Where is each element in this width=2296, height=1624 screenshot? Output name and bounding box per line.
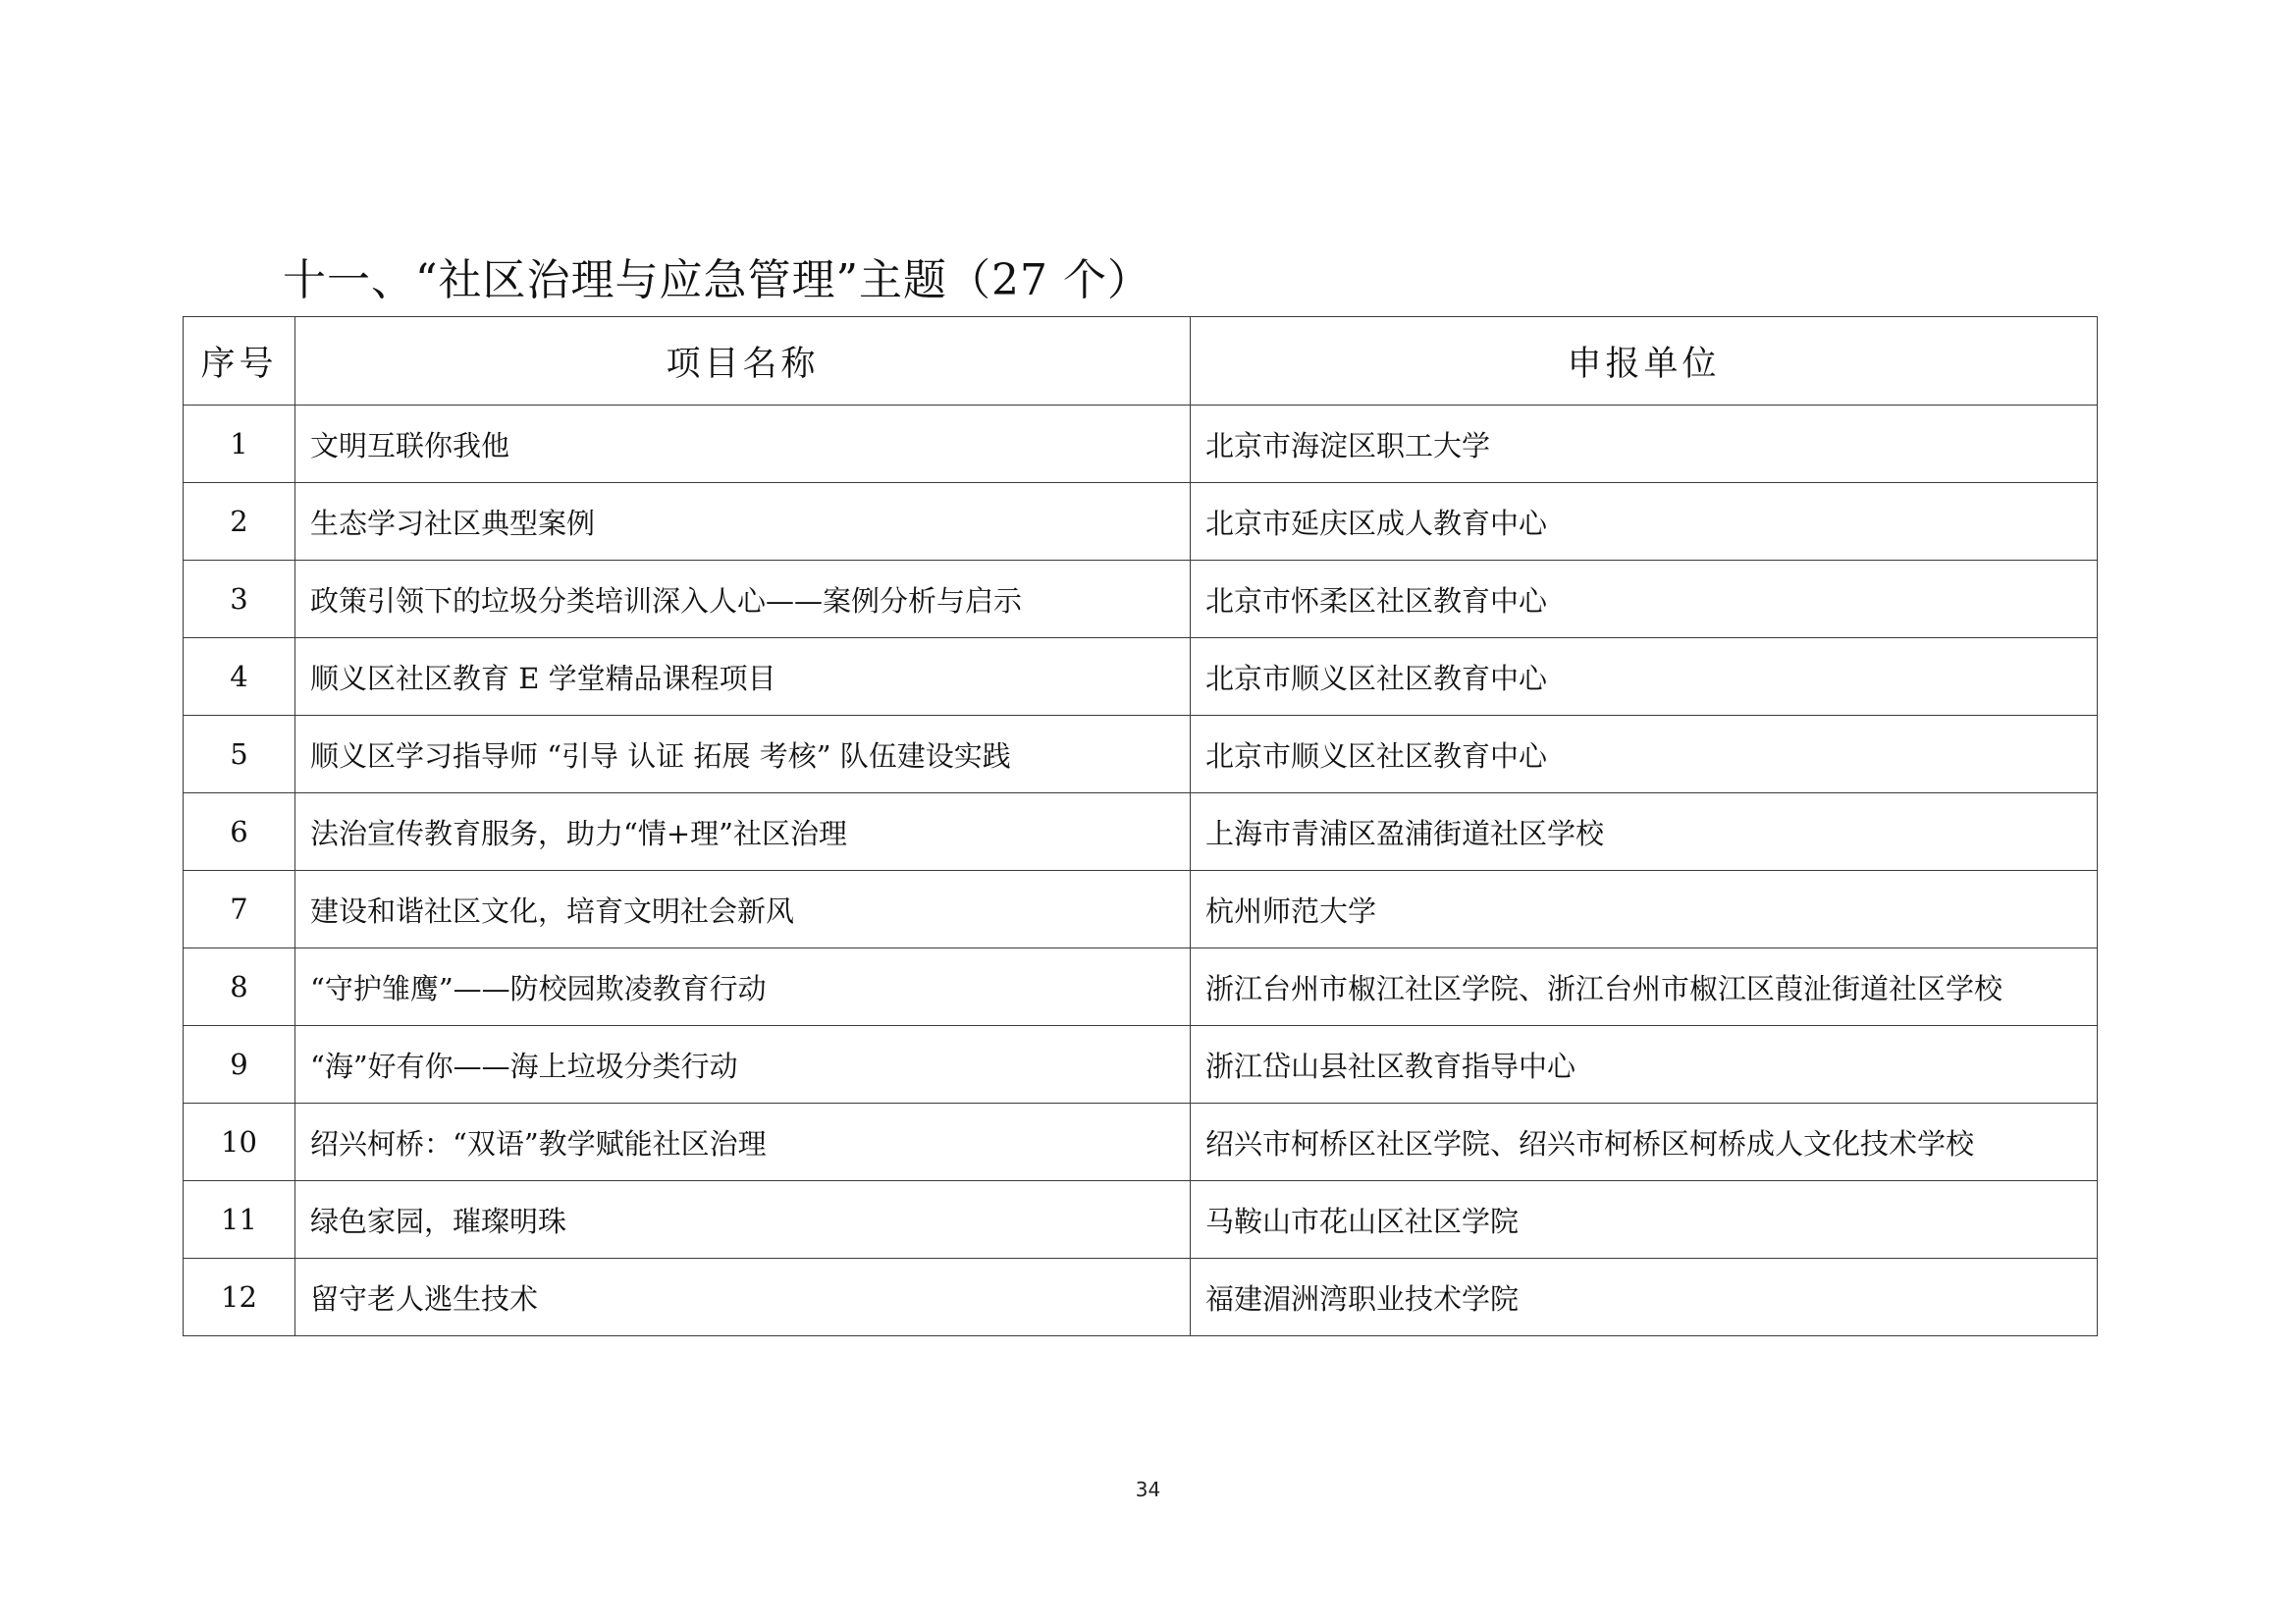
project-name: 绍兴柯桥：“双语”教学赋能社区治理 xyxy=(295,1104,1191,1181)
applicant-unit: 浙江岱山县社区教育指导中心 xyxy=(1191,1026,2098,1104)
row-number: 12 xyxy=(184,1259,295,1336)
row-number: 7 xyxy=(184,871,295,948)
applicant-unit: 杭州师范大学 xyxy=(1191,871,2098,948)
table-row xyxy=(184,1104,2098,1181)
applicant-unit: 北京市顺义区社区教育中心 xyxy=(1191,716,2098,793)
project-name: 文明互联你我他 xyxy=(295,406,1191,483)
row-number: 10 xyxy=(184,1104,295,1181)
table-row xyxy=(184,793,2098,871)
column-header-project-name: 项目名称 xyxy=(295,317,1191,406)
project-name: 生态学习社区典型案例 xyxy=(295,483,1191,561)
row-number: 5 xyxy=(184,716,295,793)
project-name: 法治宣传教育服务，助力“情+理”社区治理 xyxy=(295,793,1191,871)
page-number: 34 xyxy=(1135,1478,1161,1501)
table-header-row xyxy=(184,317,2098,406)
row-number: 1 xyxy=(184,406,295,483)
table-row xyxy=(184,1181,2098,1259)
project-name: 建设和谐社区文化，培育文明社会新风 xyxy=(295,871,1191,948)
project-name: 顺义区学习指导师 “引导 认证 拓展 考核” 队伍建设实践 xyxy=(295,716,1191,793)
row-number: 3 xyxy=(184,561,295,638)
applicant-unit: 上海市青浦区盈浦街道社区学校 xyxy=(1191,793,2098,871)
table-row xyxy=(184,1026,2098,1104)
table-row xyxy=(184,948,2098,1026)
table-row xyxy=(184,483,2098,561)
applicant-unit: 北京市海淀区职工大学 xyxy=(1191,406,2098,483)
applicant-unit: 浙江台州市椒江社区学院、浙江台州市椒江区葭沚街道社区学校 xyxy=(1191,948,2098,1026)
applicant-unit: 北京市顺义区社区教育中心 xyxy=(1191,638,2098,716)
row-number: 11 xyxy=(184,1181,295,1259)
applicant-unit: 北京市怀柔区社区教育中心 xyxy=(1191,561,2098,638)
applicant-unit: 福建湄洲湾职业技术学院 xyxy=(1191,1259,2098,1336)
table-row xyxy=(184,406,2098,483)
row-number: 8 xyxy=(184,948,295,1026)
table-row xyxy=(184,561,2098,638)
row-number: 9 xyxy=(184,1026,295,1104)
project-name: 顺义区社区教育 E 学堂精品课程项目 xyxy=(295,638,1191,716)
row-number: 2 xyxy=(184,483,295,561)
project-name: “海”好有你——海上垃圾分类行动 xyxy=(295,1026,1191,1104)
project-name: 留守老人逃生技术 xyxy=(295,1259,1191,1336)
row-number: 4 xyxy=(184,638,295,716)
project-name: “守护雏鹰”——防校园欺凌教育行动 xyxy=(295,948,1191,1026)
section-heading: 十一、“社区治理与应急管理”主题（27 个） xyxy=(283,255,1151,305)
project-name: 政策引领下的垃圾分类培训深入人心——案例分析与启示 xyxy=(295,561,1191,638)
table-row xyxy=(184,716,2098,793)
applicant-unit: 北京市延庆区成人教育中心 xyxy=(1191,483,2098,561)
projects-table xyxy=(183,316,2098,1336)
row-number: 6 xyxy=(184,793,295,871)
project-name: 绿色家园，璀璨明珠 xyxy=(295,1181,1191,1259)
table-row xyxy=(184,638,2098,716)
column-header-number: 序号 xyxy=(184,317,295,406)
column-header-applicant-unit: 申报单位 xyxy=(1191,317,2098,406)
table-row xyxy=(184,871,2098,948)
applicant-unit: 绍兴市柯桥区社区学院、绍兴市柯桥区柯桥成人文化技术学校 xyxy=(1191,1104,2098,1181)
applicant-unit: 马鞍山市花山区社区学院 xyxy=(1191,1181,2098,1259)
table-row xyxy=(184,1259,2098,1336)
